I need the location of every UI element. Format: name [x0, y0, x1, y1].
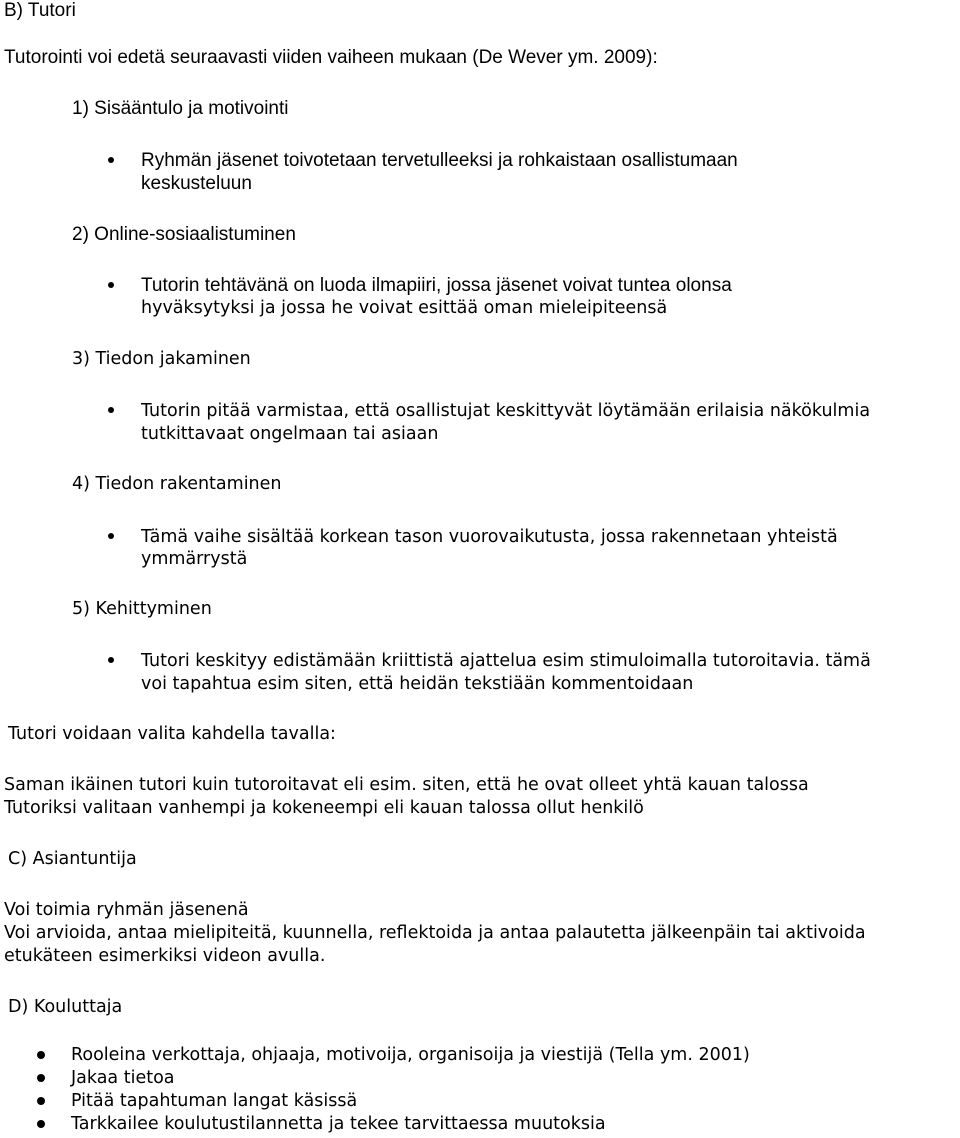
selection-heading: Tutori voidaan valita kahdella tavalla: — [8, 724, 336, 744]
phase-5-text-line-2: voi tapahtua esim siten, että heidän tekstiään kommentoidaan — [141, 674, 694, 694]
bullet-icon — [108, 533, 114, 539]
phase-1-text-line-1: Ryhmän jäsenet toivotetaan tervetulleeksi ja rohkaistaan osallistumaan — [141, 150, 738, 171]
section-c-line-2: Voi arvioida, antaa mielipiteitä, kuunnella, reflektoida ja antaa palautetta jälkeenpäin tai aktivoida — [4, 923, 866, 943]
phase-4-text-line-2: ymmärrystä — [141, 549, 248, 569]
phase-2-text-line-1: Tutorin tehtävänä on luoda ilmapiiri, jossa jäsenet voivat tuntea olonsa — [141, 275, 732, 296]
phase-1-text-line-2: keskusteluun — [141, 173, 252, 194]
phase-1-title: 1) Sisääntulo ja motivointi — [72, 98, 289, 119]
bullet-icon — [108, 657, 114, 663]
section-d-bullet-1: Rooleina verkottaja, ohjaaja, motivoija, organisoija ja viestijä (Tella ym. 2001) — [71, 1045, 750, 1065]
selection-line-2: Tutoriksi valitaan vanhempi ja kokeneempi eli kauan talossa ollut henkilö — [4, 798, 644, 818]
phase-2-text-line-2: hyväksytyksi ja jossa he voivat esittää oman mieleipiteensä — [141, 298, 668, 318]
bullet-icon — [37, 1074, 45, 1082]
bullet-icon — [108, 407, 114, 413]
intro-paragraph: Tutorointi voi edetä seuraavasti viiden vaiheen mukaan (De Wever ym. 2009): — [4, 47, 658, 68]
section-c-line-3: etukäteen esimerkiksi videon avulla. — [4, 946, 326, 966]
phase-4-title: 4) Tiedon rakentaminen — [72, 474, 282, 494]
section-d-bullet-2: Jakaa tietoa — [71, 1068, 175, 1088]
section-d-bullet-3: Pitää tapahtuman langat käsissä — [71, 1091, 358, 1111]
phase-4-text-line-1: Tämä vaihe sisältää korkean tason vuorovaikutusta, jossa rakennetaan yhteistä — [141, 527, 838, 547]
phase-3-text-line-1: Tutorin pitää varmistaa, että osallistujat keskittyvät löytämään erilaisia näkökulmia — [141, 401, 871, 421]
selection-line-1: Saman ikäinen tutori kuin tutoroitavat eli esim. siten, että he ovat olleet yhtä kauan talossa — [4, 775, 809, 795]
phase-5-title: 5) Kehittyminen — [72, 599, 212, 619]
phase-3-text-line-2: tutkittavaat ongelmaan tai asiaan — [141, 424, 439, 444]
phase-5-text-line-1: Tutori keskityy edistämään kriittistä ajattelua esim stimuloimalla tutoroitavia. tämä — [141, 651, 871, 671]
bullet-icon — [37, 1051, 45, 1059]
section-d-heading: D) Kouluttaja — [8, 997, 123, 1017]
section-b-heading: B) Tutori — [4, 0, 76, 21]
bullet-icon — [37, 1097, 45, 1105]
bullet-icon — [37, 1120, 45, 1128]
phase-3-title: 3) Tiedon jakaminen — [72, 349, 251, 369]
bullet-icon — [108, 157, 114, 163]
section-c-line-1: Voi toimia ryhmän jäsenenä — [4, 900, 249, 920]
section-c-heading: C) Asiantuntija — [8, 849, 137, 869]
bullet-icon — [108, 282, 114, 288]
section-d-bullet-4: Tarkkailee koulutustilannetta ja tekee tarvittaessa muutoksia — [71, 1114, 606, 1134]
phase-2-title: 2) Online-sosiaalistuminen — [72, 224, 296, 245]
